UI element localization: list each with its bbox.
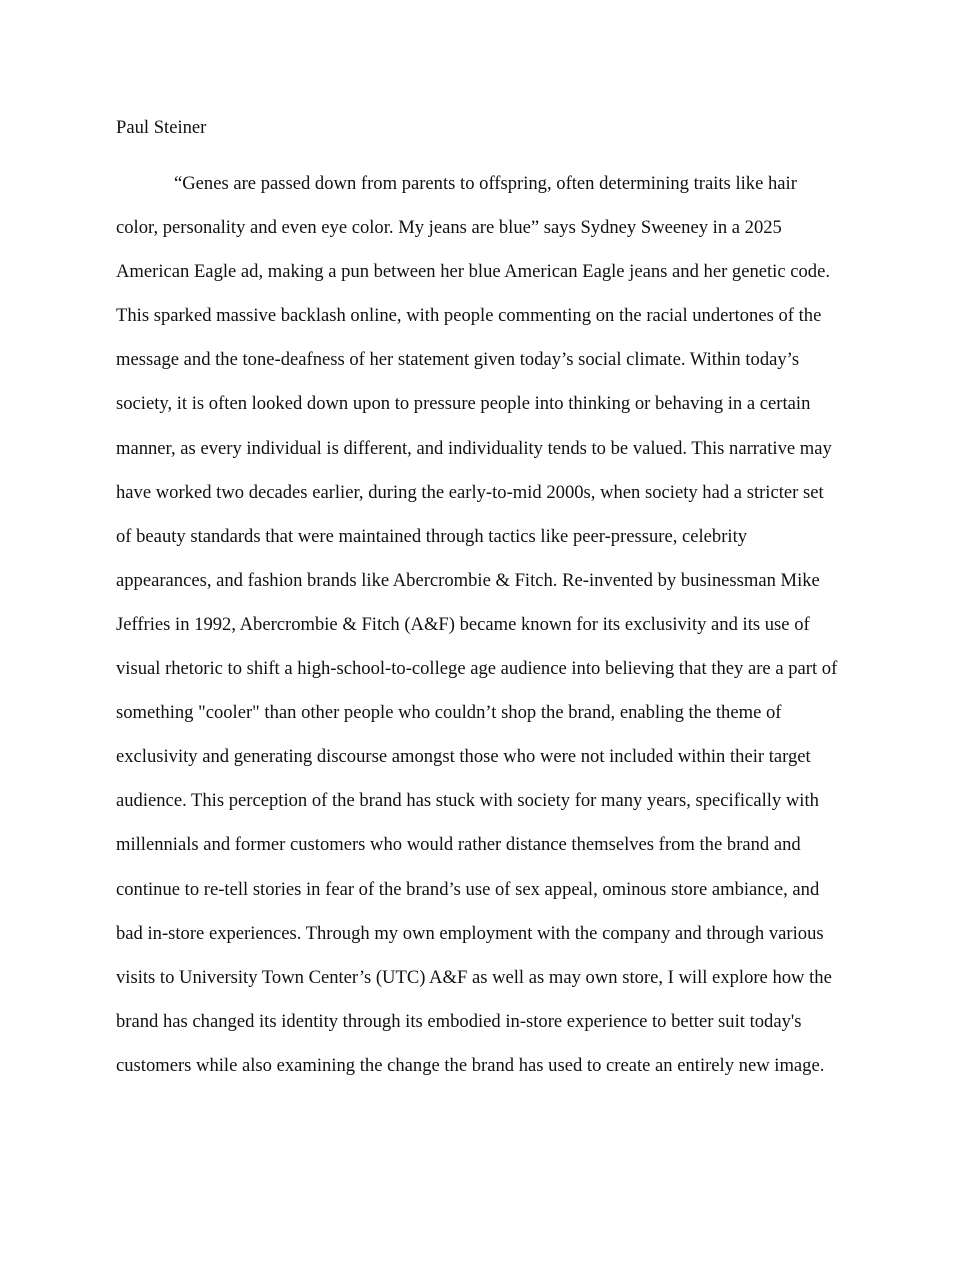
paragraph-line: bad in-store experiences. Through my own employment with the company and through various (116, 922, 824, 944)
paragraph-line: society, it is often looked down upon to pressure people into thinking or behaving in a certain (116, 393, 811, 415)
paragraph-line: something "cooler" than other people who couldn’t shop the brand, enabling the theme of (116, 702, 782, 724)
paragraph-line: exclusivity and generating discourse amongst those who were not included within their target (116, 746, 811, 768)
paragraph-line: brand has changed its identity through its embodied in-store experience to better suit today's (116, 1010, 802, 1032)
paragraph-line: of beauty standards that were maintained through tactics like peer-pressure, celebrity (116, 525, 748, 547)
paragraph-line: American Eagle ad, making a pun between her blue American Eagle jeans and her genetic code. (116, 261, 830, 283)
paragraph-line: color, personality and even eye color. My jeans are blue” says Sydney Sweeney in a 2025 (116, 217, 782, 239)
paragraph-line: have worked two decades earlier, during the early-to-mid 2000s, when society had a stricter set (116, 481, 824, 503)
paragraph-line: visits to University Town Center’s (UTC) A&F as well as may own store, I will explore how the (116, 966, 832, 988)
paragraph-line: appearances, and fashion brands like Abercrombie & Fitch. Re-invented by businessman Mike (116, 569, 820, 591)
paragraph-line: This sparked massive backlash online, with people commenting on the racial undertones of the (116, 305, 822, 327)
paragraph-line: continue to re-tell stories in fear of the brand’s use of sex appeal, ominous store ambiance, and (116, 878, 820, 900)
paragraph-line: visual rhetoric to shift a high-school-to-college age audience into believing that they are a part of (116, 658, 838, 680)
body-paragraph (116, 172, 876, 1098)
paragraph-line: manner, as every individual is different, and individuality tends to be valued. This narrative may (116, 437, 832, 459)
paragraph-line: “Genes are passed down from parents to offspring, often determining traits like hair (174, 173, 797, 194)
author-name: Paul Steiner (116, 117, 207, 138)
paragraph-line: customers while also examining the change the brand has used to create an entirely new image. (116, 1054, 825, 1076)
paragraph-line: message and the tone-deafness of her statement given today’s social climate. Within today’s (116, 349, 800, 371)
paragraph-line: Jeffries in 1992, Abercrombie & Fitch (A&F) became known for its exclusivity and its use of (116, 613, 810, 635)
paragraph-line: audience. This perception of the brand has stuck with society for many years, specifically with (116, 790, 819, 812)
paragraph-line: millennials and former customers who would rather distance themselves from the brand and (116, 834, 801, 856)
